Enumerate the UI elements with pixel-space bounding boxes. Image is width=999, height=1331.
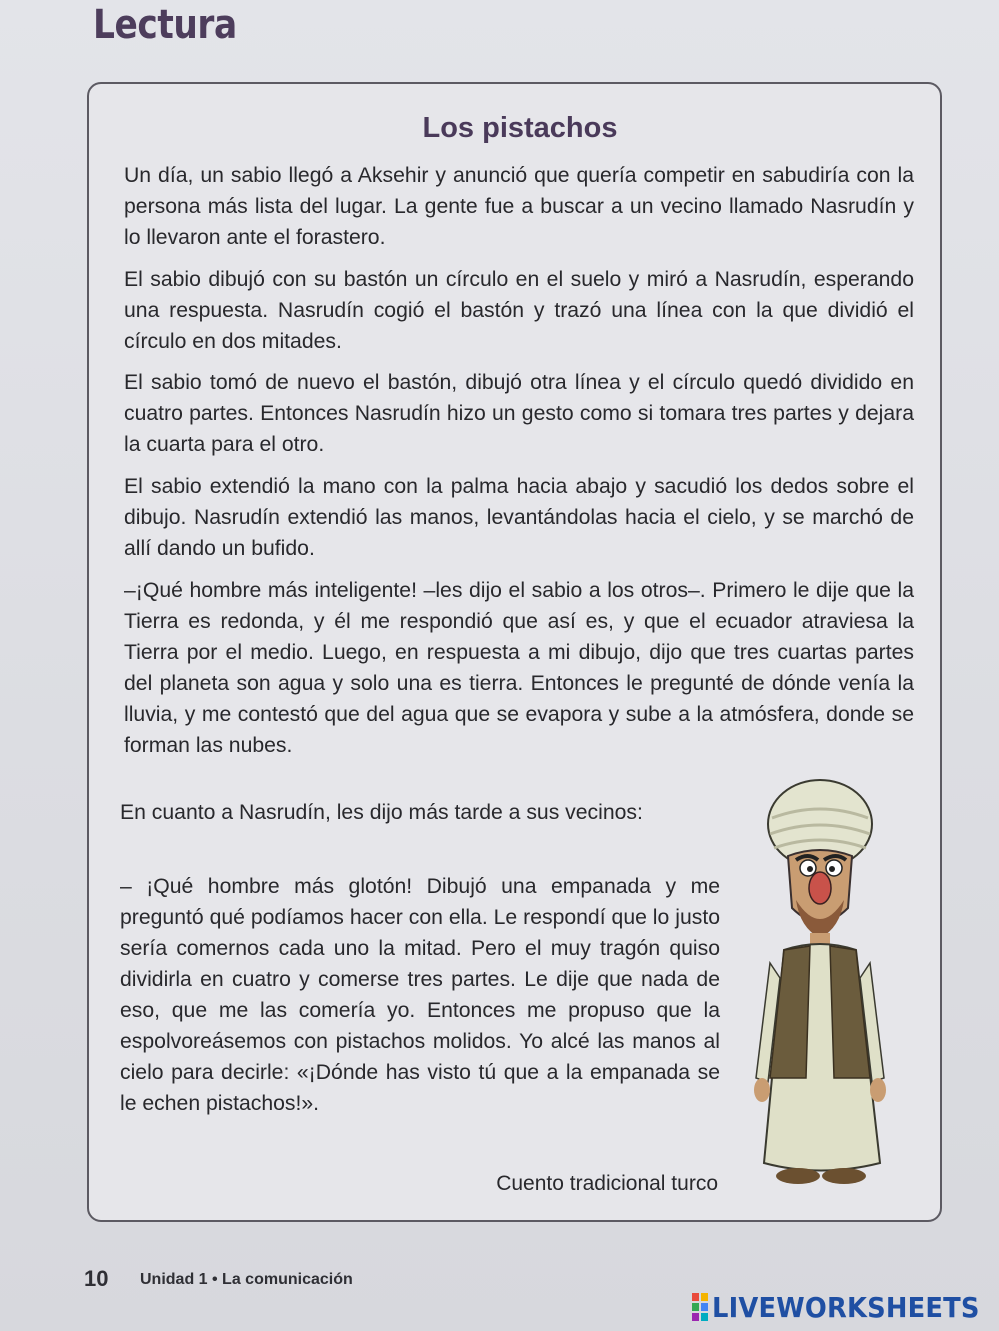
paragraph-4: El sabio extendió la mano con la palma hacia abajo y sacudió los dedos sobre el dibujo. Nasrudín extendió las manos, levantándolas hacia el cielo, y se marchó de allí dando un bufido.: [124, 475, 914, 560]
paragraph-5: –¡Qué hombre más inteligente! –les dijo el sabio a los otros–. Primero le dije que la Tierra es redonda, y él me respondió que así es, y que el ecuador atraviesa la Tierra por el medio. Luego, en respuesta a mi dibujo, dijo que tres cuartas partes del planeta son agua y solo una es tierra. Entonces le pregunté de dónde venía la lluvia, y me contestó que del agua que se evapora y sube a la atmósfera, donde se forman las nubes.: [124, 579, 914, 757]
paragraph-3: El sabio tomó de nuevo el bastón, dibujó otra línea y el círculo quedó dividido en cuatro partes. Entonces Nasrudín hizo un gesto como si tomara tres partes y dejara la cuarta para el otro.: [124, 371, 914, 456]
watermark: [690, 1290, 999, 1324]
nasrudin-illustration-icon: [740, 778, 900, 1213]
section-title: Lectura: [93, 2, 237, 48]
paragraph-2: El sabio dibujó con su bastón un círculo en el suelo y miró a Nasrudín, esperando una respuesta. Nasrudín cogió el bastón y trazó una línea con la que dividió el círculo en dos mitades.: [124, 268, 914, 353]
liveworksheets-logo-icon: [690, 1292, 710, 1322]
unit-label: Unidad 1 • La comunicación: [140, 1271, 353, 1288]
paragraph-6: En cuanto a Nasrudín, les dijo más tarde a sus vecinos:: [120, 801, 643, 824]
story-title: Los pistachos: [422, 112, 618, 144]
page-number: 10: [84, 1266, 109, 1291]
watermark-text: LIVEWORKSHEETS: [712, 1290, 980, 1324]
story-source: Cuento tradicional turco: [496, 1172, 718, 1195]
paragraph-1: Un día, un sabio llegó a Aksehir y anunció que quería competir en sabudiría con la persona más lista del lugar. La gente fue a buscar a un vecino llamado Nasrudín y lo llevaron ante el forastero.: [124, 164, 914, 249]
paragraph-7: – ¡Qué hombre más glotón! Dibujó una empanada y me preguntó qué podíamos hacer con ella. Le respondí que lo justo sería comernos cada uno la mitad. Pero el muy tragón quiso dividirla en cuatro y comerse tres partes. Le dije que nada de eso, que me las comería yo. Entonces me propuso que la espolvoreásemos con pistachos molidos. Yo alcé las manos al cielo para decirle: «¡Dónde has visto tú que a la empanada se le echen pistachos!».: [120, 875, 720, 1115]
